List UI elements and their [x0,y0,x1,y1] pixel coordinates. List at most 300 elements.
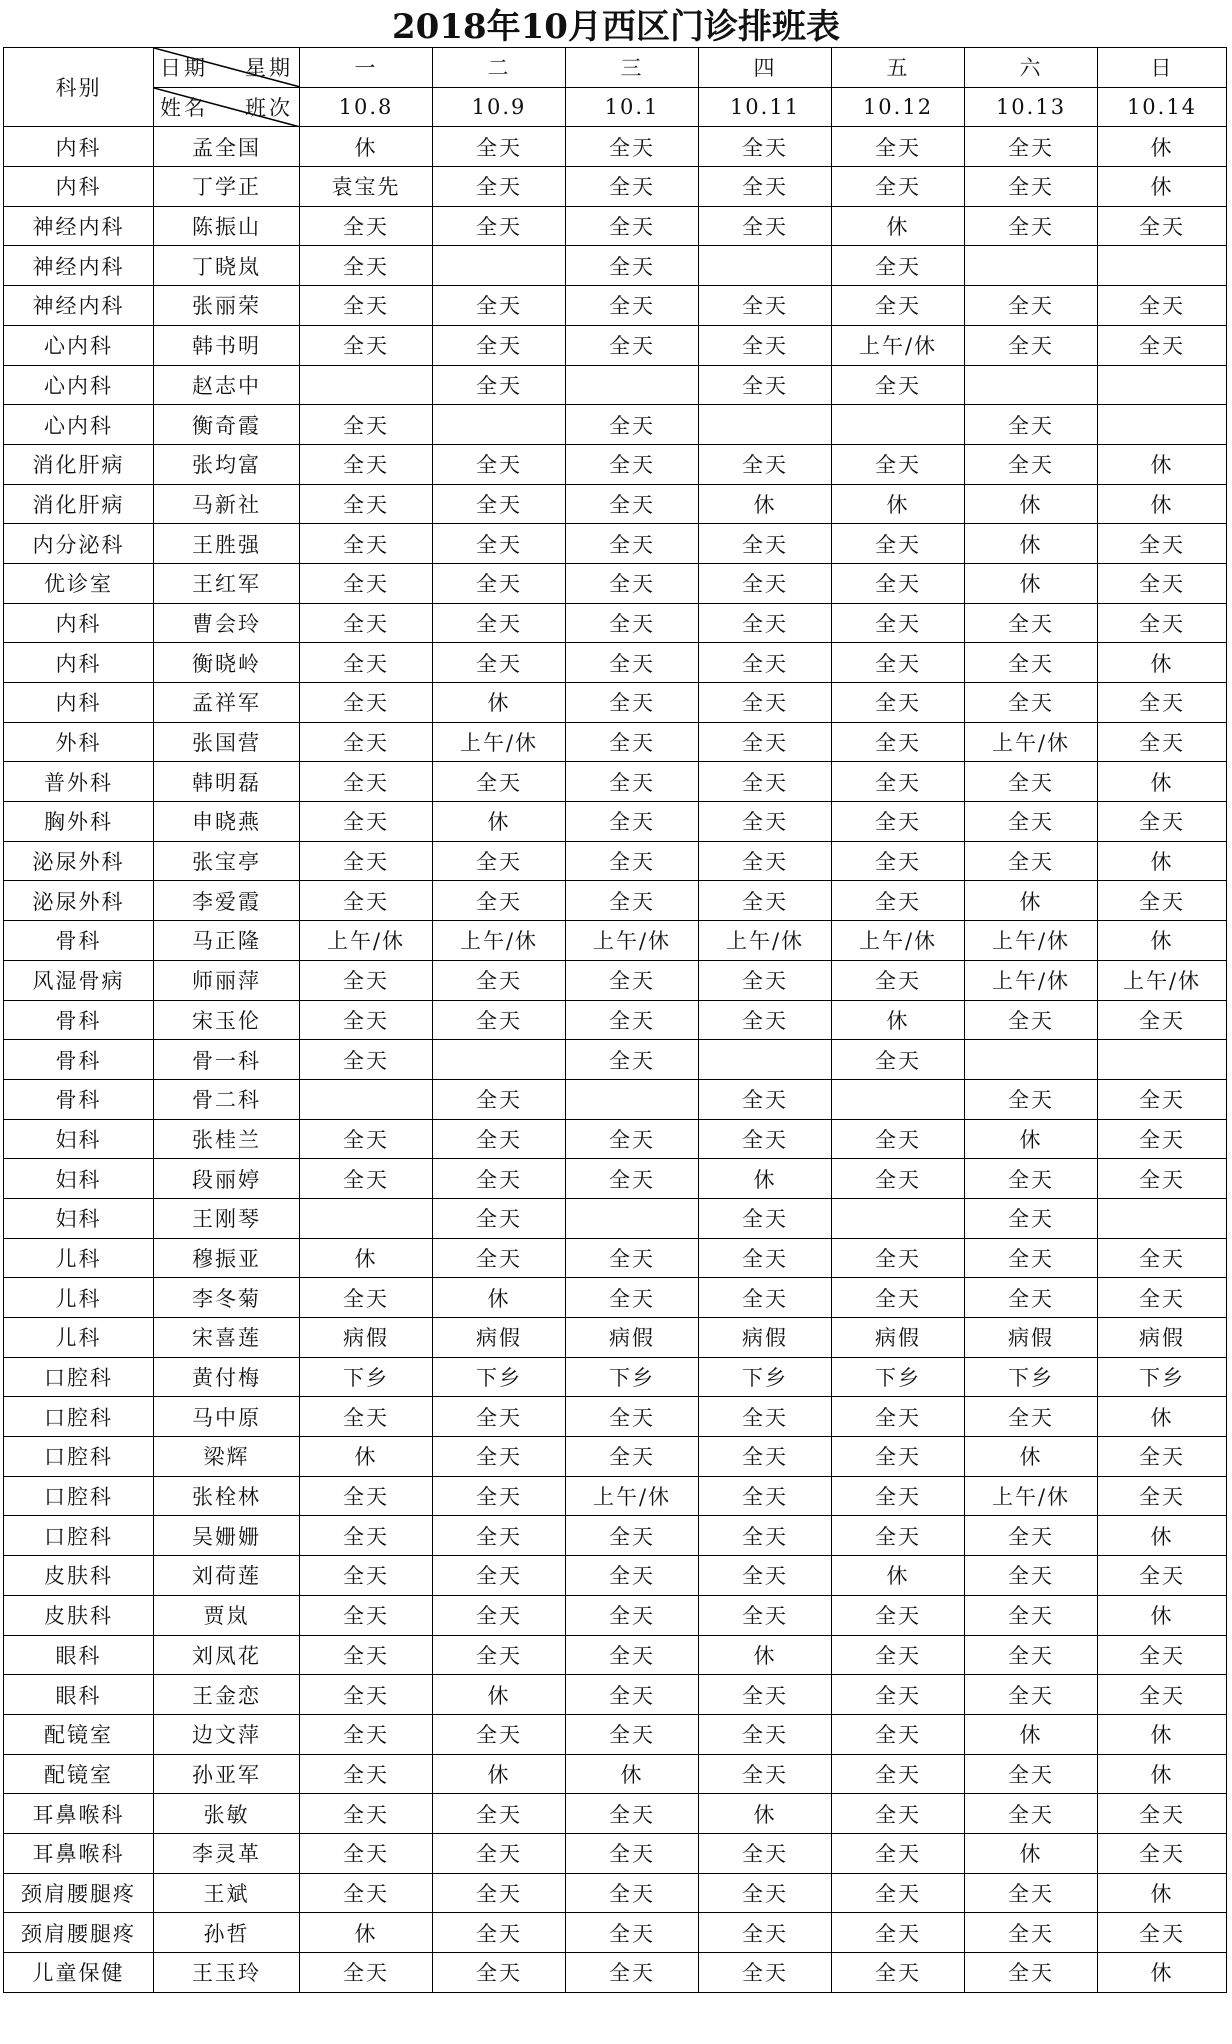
table-row [4,1198,1227,1238]
shift-cell: 休 [832,206,965,246]
shift-cell: 全天 [300,1476,433,1516]
shift-cell: 全天 [433,1119,566,1159]
shift-cell: 全天 [1098,802,1227,842]
shift-cell: 全天 [433,603,566,643]
shift-cell: 全天 [566,1595,699,1635]
shift-cell: 全天 [699,802,832,842]
shift-cell: 全天 [832,960,965,1000]
shift-cell: 全天 [699,683,832,723]
shift-cell: 全天 [965,1913,1098,1953]
dept-cell: 消化肝病 [4,444,154,484]
shift-cell: 上午/休 [965,1476,1098,1516]
shift-cell: 休 [1098,1754,1227,1794]
shift-cell: 休 [965,563,1098,603]
dept-cell: 神经内科 [4,286,154,326]
table-row [4,722,1227,762]
shift-cell: 休 [1098,762,1227,802]
shift-cell [1098,246,1227,286]
shift-cell: 全天 [433,365,566,405]
dept-cell: 风湿骨病 [4,960,154,1000]
shift-cell: 全天 [433,762,566,802]
dept-cell: 儿科 [4,1318,154,1358]
name-label: 姓名 [160,95,208,120]
shift-cell: 病假 [699,1318,832,1358]
shift-cell: 全天 [965,1595,1098,1635]
shift-cell [699,405,832,445]
shift-cell: 全天 [566,405,699,445]
shift-cell: 全天 [1098,1437,1227,1477]
shift-cell: 全天 [965,1397,1098,1437]
shift-cell: 全天 [699,1754,832,1794]
table-row [4,1119,1227,1159]
dept-cell: 消化肝病 [4,484,154,524]
table-row [4,1635,1227,1675]
shift-cell: 全天 [300,1635,433,1675]
table-row [4,762,1227,802]
dept-cell: 耳鼻喉科 [4,1833,154,1873]
shift-cell: 全天 [566,802,699,842]
shift-cell: 全天 [1098,1238,1227,1278]
name-cell: 张栓林 [154,1476,300,1516]
table-row [4,563,1227,603]
shift-cell: 全天 [965,444,1098,484]
name-cell: 李冬菊 [154,1278,300,1318]
shift-cell: 全天 [1098,603,1227,643]
shift-cell: 全天 [699,1397,832,1437]
shift-cell: 休 [1098,1873,1227,1913]
dept-cell: 儿科 [4,1278,154,1318]
shift-cell: 全天 [433,1714,566,1754]
shift-cell: 全天 [832,1278,965,1318]
dept-cell: 儿科 [4,1238,154,1278]
date-label: 日期 [160,56,208,80]
shift-cell: 全天 [300,1754,433,1794]
table-row [4,1000,1227,1040]
shift-cell: 全天 [300,1040,433,1080]
shift-cell: 全天 [300,1714,433,1754]
name-cell: 梁辉 [154,1437,300,1477]
shift-cell: 全天 [433,1873,566,1913]
shift-cell: 上午/休 [832,325,965,365]
shift-cell: 全天 [300,1833,433,1873]
shift-cell: 全天 [300,603,433,643]
shift-cell: 全天 [832,1714,965,1754]
shift-cell: 全天 [300,1516,433,1556]
shift-cell: 全天 [832,1040,965,1080]
shift-cell: 全天 [1098,1476,1227,1516]
shift-cell: 全天 [832,762,965,802]
shift-cell: 全天 [566,841,699,881]
shift-cell [300,365,433,405]
shift-cell: 休 [1098,921,1227,961]
weekday-header-cell: 日 [1098,48,1227,88]
header-row-weekday [4,48,1227,88]
shift-cell: 袁宝先 [300,167,433,207]
shift-cell: 休 [1098,444,1227,484]
shift-cell: 全天 [433,325,566,365]
name-cell: 宋喜莲 [154,1318,300,1358]
shift-cell: 全天 [965,127,1098,167]
shift-cell: 全天 [433,1794,566,1834]
shift-cell: 全天 [433,1595,566,1635]
name-cell: 丁学正 [154,167,300,207]
shift-cell: 全天 [699,1198,832,1238]
shift-cell: 全天 [1098,206,1227,246]
shift-cell: 全天 [433,1079,566,1119]
shift-cell: 休 [300,127,433,167]
shift-cell: 全天 [566,1794,699,1834]
shift-cell: 全天 [699,1873,832,1913]
dept-cell: 泌尿外科 [4,881,154,921]
shift-cell: 全天 [566,1000,699,1040]
shift-cell: 全天 [965,1754,1098,1794]
shift-cell: 下乡 [965,1357,1098,1397]
shift-cell: 全天 [566,722,699,762]
shift-cell: 全天 [566,1833,699,1873]
shift-cell: 全天 [1098,1119,1227,1159]
shift-cell: 全天 [566,1516,699,1556]
shift-cell: 休 [832,484,965,524]
shift-cell: 全天 [699,444,832,484]
table-row [4,365,1227,405]
shift-cell: 全天 [965,1198,1098,1238]
table-row [4,1873,1227,1913]
dept-cell: 内分泌科 [4,524,154,564]
shift-cell: 休 [566,1754,699,1794]
shift-cell: 全天 [566,762,699,802]
dept-cell: 普外科 [4,762,154,802]
shift-cell: 全天 [965,1278,1098,1318]
name-cell: 刘凤花 [154,1635,300,1675]
shift-cell: 病假 [965,1318,1098,1358]
shift-cell: 下乡 [433,1357,566,1397]
name-cell: 李灵革 [154,1833,300,1873]
shift-cell: 全天 [832,127,965,167]
shift-cell: 全天 [699,1833,832,1873]
shift-cell: 全天 [433,1238,566,1278]
shift-cell: 全天 [566,881,699,921]
shift-cell: 全天 [1098,1635,1227,1675]
shift-cell: 休 [1098,1595,1227,1635]
shift-cell [300,1079,433,1119]
name-cell: 马正隆 [154,921,300,961]
shift-cell: 全天 [965,1556,1098,1596]
dept-cell: 内科 [4,127,154,167]
shift-cell: 全天 [566,1913,699,1953]
shift-cell: 全天 [566,563,699,603]
shift-cell: 全天 [1098,683,1227,723]
shift-cell: 全天 [832,1595,965,1635]
shift-cell: 休 [1098,1516,1227,1556]
shift-cell: 下乡 [1098,1357,1227,1397]
shift-cell: 全天 [300,563,433,603]
shift-cell [1098,1198,1227,1238]
table-row [4,1079,1227,1119]
name-cell: 申晓燕 [154,802,300,842]
name-cell: 曹会玲 [154,603,300,643]
shift-cell: 全天 [699,1675,832,1715]
shift-cell: 上午/休 [832,921,965,961]
shift-cell [965,365,1098,405]
name-cell: 孟全国 [154,127,300,167]
shift-cell: 全天 [699,960,832,1000]
shift-cell: 全天 [965,286,1098,326]
shift-cell: 全天 [832,1476,965,1516]
shift-cell: 全天 [832,1516,965,1556]
table-row [4,167,1227,207]
shift-cell: 休 [965,1714,1098,1754]
shift-cell: 上午/休 [965,921,1098,961]
shift-cell: 全天 [300,762,433,802]
shift-cell: 休 [1098,1397,1227,1437]
dept-cell: 配镜室 [4,1754,154,1794]
shift-cell: 全天 [965,683,1098,723]
shift-cell: 全天 [300,1397,433,1437]
shift-cell: 全天 [566,1714,699,1754]
shift-cell [1098,405,1227,445]
name-cell: 马新社 [154,484,300,524]
shift-cell: 上午/休 [1098,960,1227,1000]
shift-cell: 全天 [300,722,433,762]
dept-cell: 心内科 [4,365,154,405]
shift-cell: 全天 [832,1794,965,1834]
dept-cell: 儿童保健 [4,1953,154,1993]
weekday-header-cell: 五 [832,48,965,88]
shift-cell: 休 [1098,1714,1227,1754]
shift-cell: 全天 [433,286,566,326]
table-row [4,1318,1227,1358]
shift-cell: 全天 [832,683,965,723]
table-row [4,484,1227,524]
shift-cell: 上午/休 [433,921,566,961]
dept-cell: 神经内科 [4,246,154,286]
shift-cell [965,246,1098,286]
shift-cell [433,1040,566,1080]
shift-cell: 全天 [1098,722,1227,762]
shift-cell: 全天 [300,1278,433,1318]
shift-cell: 全天 [1098,1794,1227,1834]
shift-cell: 全天 [300,524,433,564]
shift-cell: 全天 [699,841,832,881]
shift-cell: 全天 [832,563,965,603]
shift-cell: 全天 [433,1516,566,1556]
shift-cell: 全天 [965,405,1098,445]
name-cell: 张丽荣 [154,286,300,326]
shift-cell: 全天 [699,1079,832,1119]
dept-cell: 眼科 [4,1675,154,1715]
shift-cell: 全天 [965,167,1098,207]
shift-cell: 全天 [300,643,433,683]
shift-cell: 休 [832,1000,965,1040]
dept-column-header: 科别 [4,48,154,127]
shift-cell: 全天 [965,1675,1098,1715]
shift-cell: 全天 [699,643,832,683]
table-row [4,1754,1227,1794]
name-cell: 段丽婷 [154,1159,300,1199]
shift-cell: 休 [699,1794,832,1834]
shift-cell: 休 [699,484,832,524]
shift-cell: 全天 [566,1040,699,1080]
shift-cell: 全天 [1098,1833,1227,1873]
shift-cell: 全天 [1098,325,1227,365]
name-cell: 骨一科 [154,1040,300,1080]
shift-cell: 全天 [566,683,699,723]
shift-cell: 全天 [832,1913,965,1953]
shift-cell: 全天 [699,603,832,643]
shift-cell: 休 [965,1119,1098,1159]
shift-cell: 全天 [832,167,965,207]
shift-cell: 全天 [433,1635,566,1675]
shift-cell: 全天 [965,1000,1098,1040]
shift-cell: 全天 [699,1278,832,1318]
shift-cell: 全天 [433,643,566,683]
shift-cell: 全天 [832,841,965,881]
shift-cell: 休 [699,1159,832,1199]
shift-cell: 全天 [699,762,832,802]
shift-cell: 上午/休 [566,1476,699,1516]
shift-cell: 休 [433,1754,566,1794]
shift-cell: 全天 [566,1675,699,1715]
shift-cell: 全天 [300,1794,433,1834]
shift-cell: 病假 [832,1318,965,1358]
name-cell: 马中原 [154,1397,300,1437]
name-shift-header [154,87,300,127]
shift-cell: 休 [1098,167,1227,207]
weekday-header-cell: 一 [300,48,433,88]
table-row [4,1397,1227,1437]
name-cell: 王金恋 [154,1675,300,1715]
shift-cell: 全天 [300,881,433,921]
shift-cell: 全天 [433,881,566,921]
name-cell: 衡奇霞 [154,405,300,445]
shift-cell: 全天 [965,1635,1098,1675]
shift-cell: 全天 [300,325,433,365]
shift-cell: 全天 [566,1437,699,1477]
dept-cell: 妇科 [4,1119,154,1159]
shift-cell: 休 [965,881,1098,921]
shift-cell: 全天 [566,960,699,1000]
date-header-cell: 10.13 [965,87,1098,127]
shift-cell: 休 [1098,1953,1227,1993]
dept-cell: 骨科 [4,921,154,961]
shift-cell: 全天 [1098,1675,1227,1715]
shift-cell: 全天 [433,444,566,484]
table-row [4,1913,1227,1953]
shift-cell: 全天 [566,1635,699,1675]
shift-cell: 全天 [300,1953,433,1993]
shift-cell: 休 [300,1238,433,1278]
shift-cell: 全天 [699,1119,832,1159]
name-cell: 孟祥军 [154,683,300,723]
shift-cell: 全天 [699,1595,832,1635]
dept-cell: 口腔科 [4,1357,154,1397]
date-header-cell: 10.9 [433,87,566,127]
shift-cell: 全天 [832,1635,965,1675]
shift-cell: 全天 [965,1953,1098,1993]
shift-cell: 全天 [433,1397,566,1437]
shift-cell: 全天 [965,1238,1098,1278]
dept-cell: 内科 [4,683,154,723]
shift-cell: 全天 [1098,286,1227,326]
dept-cell: 妇科 [4,1159,154,1199]
table-row [4,1516,1227,1556]
dept-cell: 皮肤科 [4,1595,154,1635]
dept-cell: 皮肤科 [4,1556,154,1596]
shift-cell: 休 [699,1635,832,1675]
name-cell: 边文萍 [154,1714,300,1754]
table-row [4,1794,1227,1834]
shift-cell: 全天 [1098,881,1227,921]
shift-cell: 全天 [300,405,433,445]
shift-cell: 休 [300,1437,433,1477]
shift-cell: 全天 [433,206,566,246]
weekday-header-cell: 三 [566,48,699,88]
table-row [4,1556,1227,1596]
shift-cell: 全天 [566,127,699,167]
name-cell: 陈振山 [154,206,300,246]
shift-cell: 全天 [300,1159,433,1199]
table-row [4,683,1227,723]
shift-cell: 休 [832,1556,965,1596]
shift-cell: 全天 [433,563,566,603]
shift-cell: 上午/休 [566,921,699,961]
shift-cell: 全天 [566,325,699,365]
table-row [4,1238,1227,1278]
name-cell: 师丽萍 [154,960,300,1000]
shift-cell [699,246,832,286]
name-cell: 张敏 [154,1794,300,1834]
name-cell: 张均富 [154,444,300,484]
shift-cell: 上午/休 [433,722,566,762]
name-cell: 刘荷莲 [154,1556,300,1596]
shift-cell: 全天 [965,325,1098,365]
shift-cell: 上午/休 [965,722,1098,762]
date-header-cell: 10.1 [566,87,699,127]
dept-cell: 胸外科 [4,802,154,842]
shift-cell: 上午/休 [300,921,433,961]
dept-cell: 内科 [4,603,154,643]
shift-cell: 下乡 [566,1357,699,1397]
shift-cell: 全天 [965,802,1098,842]
shift-cell: 休 [433,802,566,842]
table-row [4,603,1227,643]
shift-cell: 全天 [433,127,566,167]
shift-cell: 全天 [965,603,1098,643]
shift-cell: 全天 [699,1437,832,1477]
shift-cell: 休 [433,683,566,723]
table-row [4,325,1227,365]
dept-cell: 眼科 [4,1635,154,1675]
shift-cell: 下乡 [699,1357,832,1397]
shift-cell [1098,365,1227,405]
name-cell: 丁晓岚 [154,246,300,286]
shift-cell: 全天 [300,444,433,484]
weekday-header-cell: 四 [699,48,832,88]
shift-cell [433,246,566,286]
shift-cell: 休 [1098,127,1227,167]
table-row [4,206,1227,246]
table-row [4,127,1227,167]
shift-cell: 休 [965,524,1098,564]
shift-cell: 全天 [832,524,965,564]
shift-cell: 全天 [832,802,965,842]
dept-cell: 优诊室 [4,563,154,603]
shift-cell: 全天 [566,603,699,643]
shift-cell: 全天 [300,246,433,286]
name-cell: 黄付梅 [154,1357,300,1397]
name-cell: 张宝亭 [154,841,300,881]
table-row [4,405,1227,445]
